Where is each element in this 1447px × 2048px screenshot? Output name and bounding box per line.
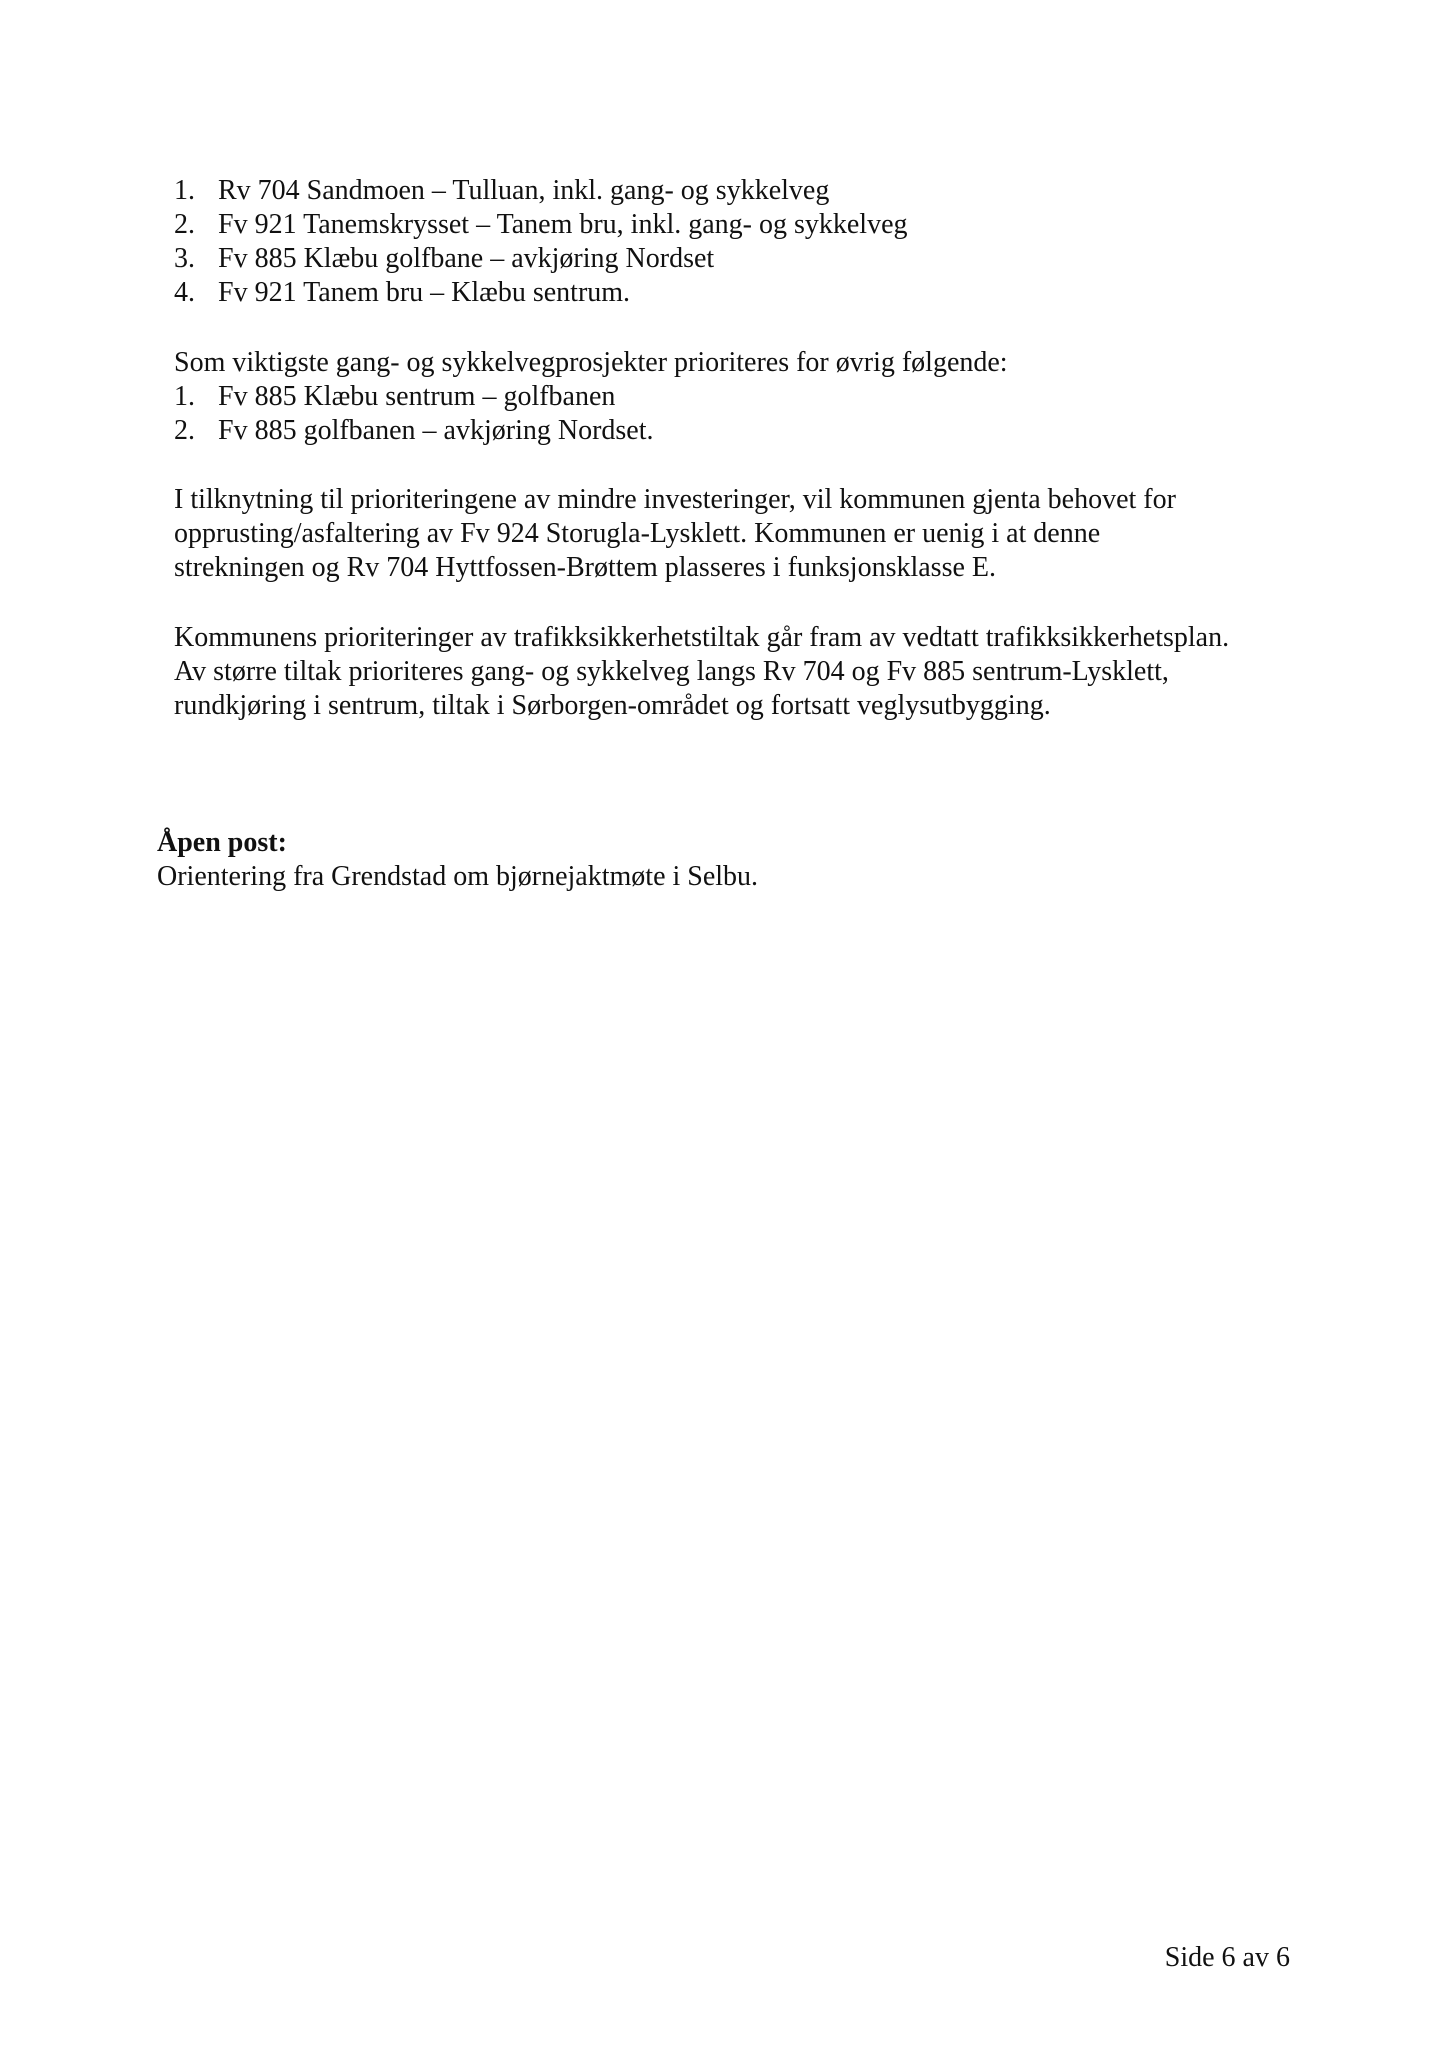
list-item-text: Fv 885 Klæbu golfbane – avkjøring Nordset <box>218 243 715 274</box>
open-post-section <box>157 826 1297 894</box>
list-item <box>174 174 1314 208</box>
list-item-number: 4. <box>174 277 195 308</box>
list-item-text: Fv 921 Tanemskrysset – Tanem bru, inkl. gang- og sykkelveg <box>218 209 908 240</box>
paragraph-line: strekningen og Rv 704 Hyttfossen-Brøttem plasseres i funksjonsklasse E. <box>174 552 997 583</box>
list-item <box>174 276 1314 310</box>
paragraph-line: Kommunens prioriteringer av trafikksikkerhetstiltak går fram av vedtatt trafikksikkerhetsplan. <box>174 622 1230 653</box>
list-item-text: Fv 885 golfbanen – avkjøring Nordset. <box>218 415 654 446</box>
list-item <box>174 414 1314 448</box>
paragraph-line: Av større tiltak prioriteres gang- og sykkelveg langs Rv 704 og Fv 885 sentrum-Lysklett, <box>174 656 1169 687</box>
list-item-number: 2. <box>174 209 195 240</box>
priority-list <box>174 174 1314 310</box>
list-item-number: 1. <box>174 175 195 206</box>
list-item <box>174 380 1314 414</box>
list-item-number: 2. <box>174 415 195 446</box>
open-post-text: Orientering fra Grendstad om bjørnejaktmøte i Selbu. <box>157 861 759 892</box>
cycle-path-intro: Som viktigste gang- og sykkelvegprosjekter prioriteres for øvrig følgende: <box>174 347 1008 378</box>
page-number: Side 6 av 6 <box>1164 1942 1290 1973</box>
list-item-text: Rv 704 Sandmoen – Tulluan, inkl. gang- og sykkelveg <box>218 175 830 206</box>
open-post-heading: Åpen post: <box>157 827 287 858</box>
cycle-path-section <box>174 346 1314 448</box>
list-item <box>174 242 1314 276</box>
paragraph-line: opprusting/asfaltering av Fv 924 Storugla-Lysklett. Kommunen er uenig i at denne <box>174 518 1101 549</box>
list-item-text: Fv 921 Tanem bru – Klæbu sentrum. <box>218 277 631 308</box>
investments-paragraph <box>174 483 1314 585</box>
traffic-safety-paragraph <box>174 621 1314 723</box>
list-item-text: Fv 885 Klæbu sentrum – golfbanen <box>218 381 616 412</box>
list-item-number: 1. <box>174 381 195 412</box>
list-item-number: 3. <box>174 243 195 274</box>
list-item <box>174 208 1314 242</box>
paragraph-line: rundkjøring i sentrum, tiltak i Sørborgen-området og fortsatt veglysutbygging. <box>174 690 1051 721</box>
paragraph-line: I tilknytning til prioriteringene av mindre investeringer, vil kommunen gjenta behovet for <box>174 484 1176 515</box>
